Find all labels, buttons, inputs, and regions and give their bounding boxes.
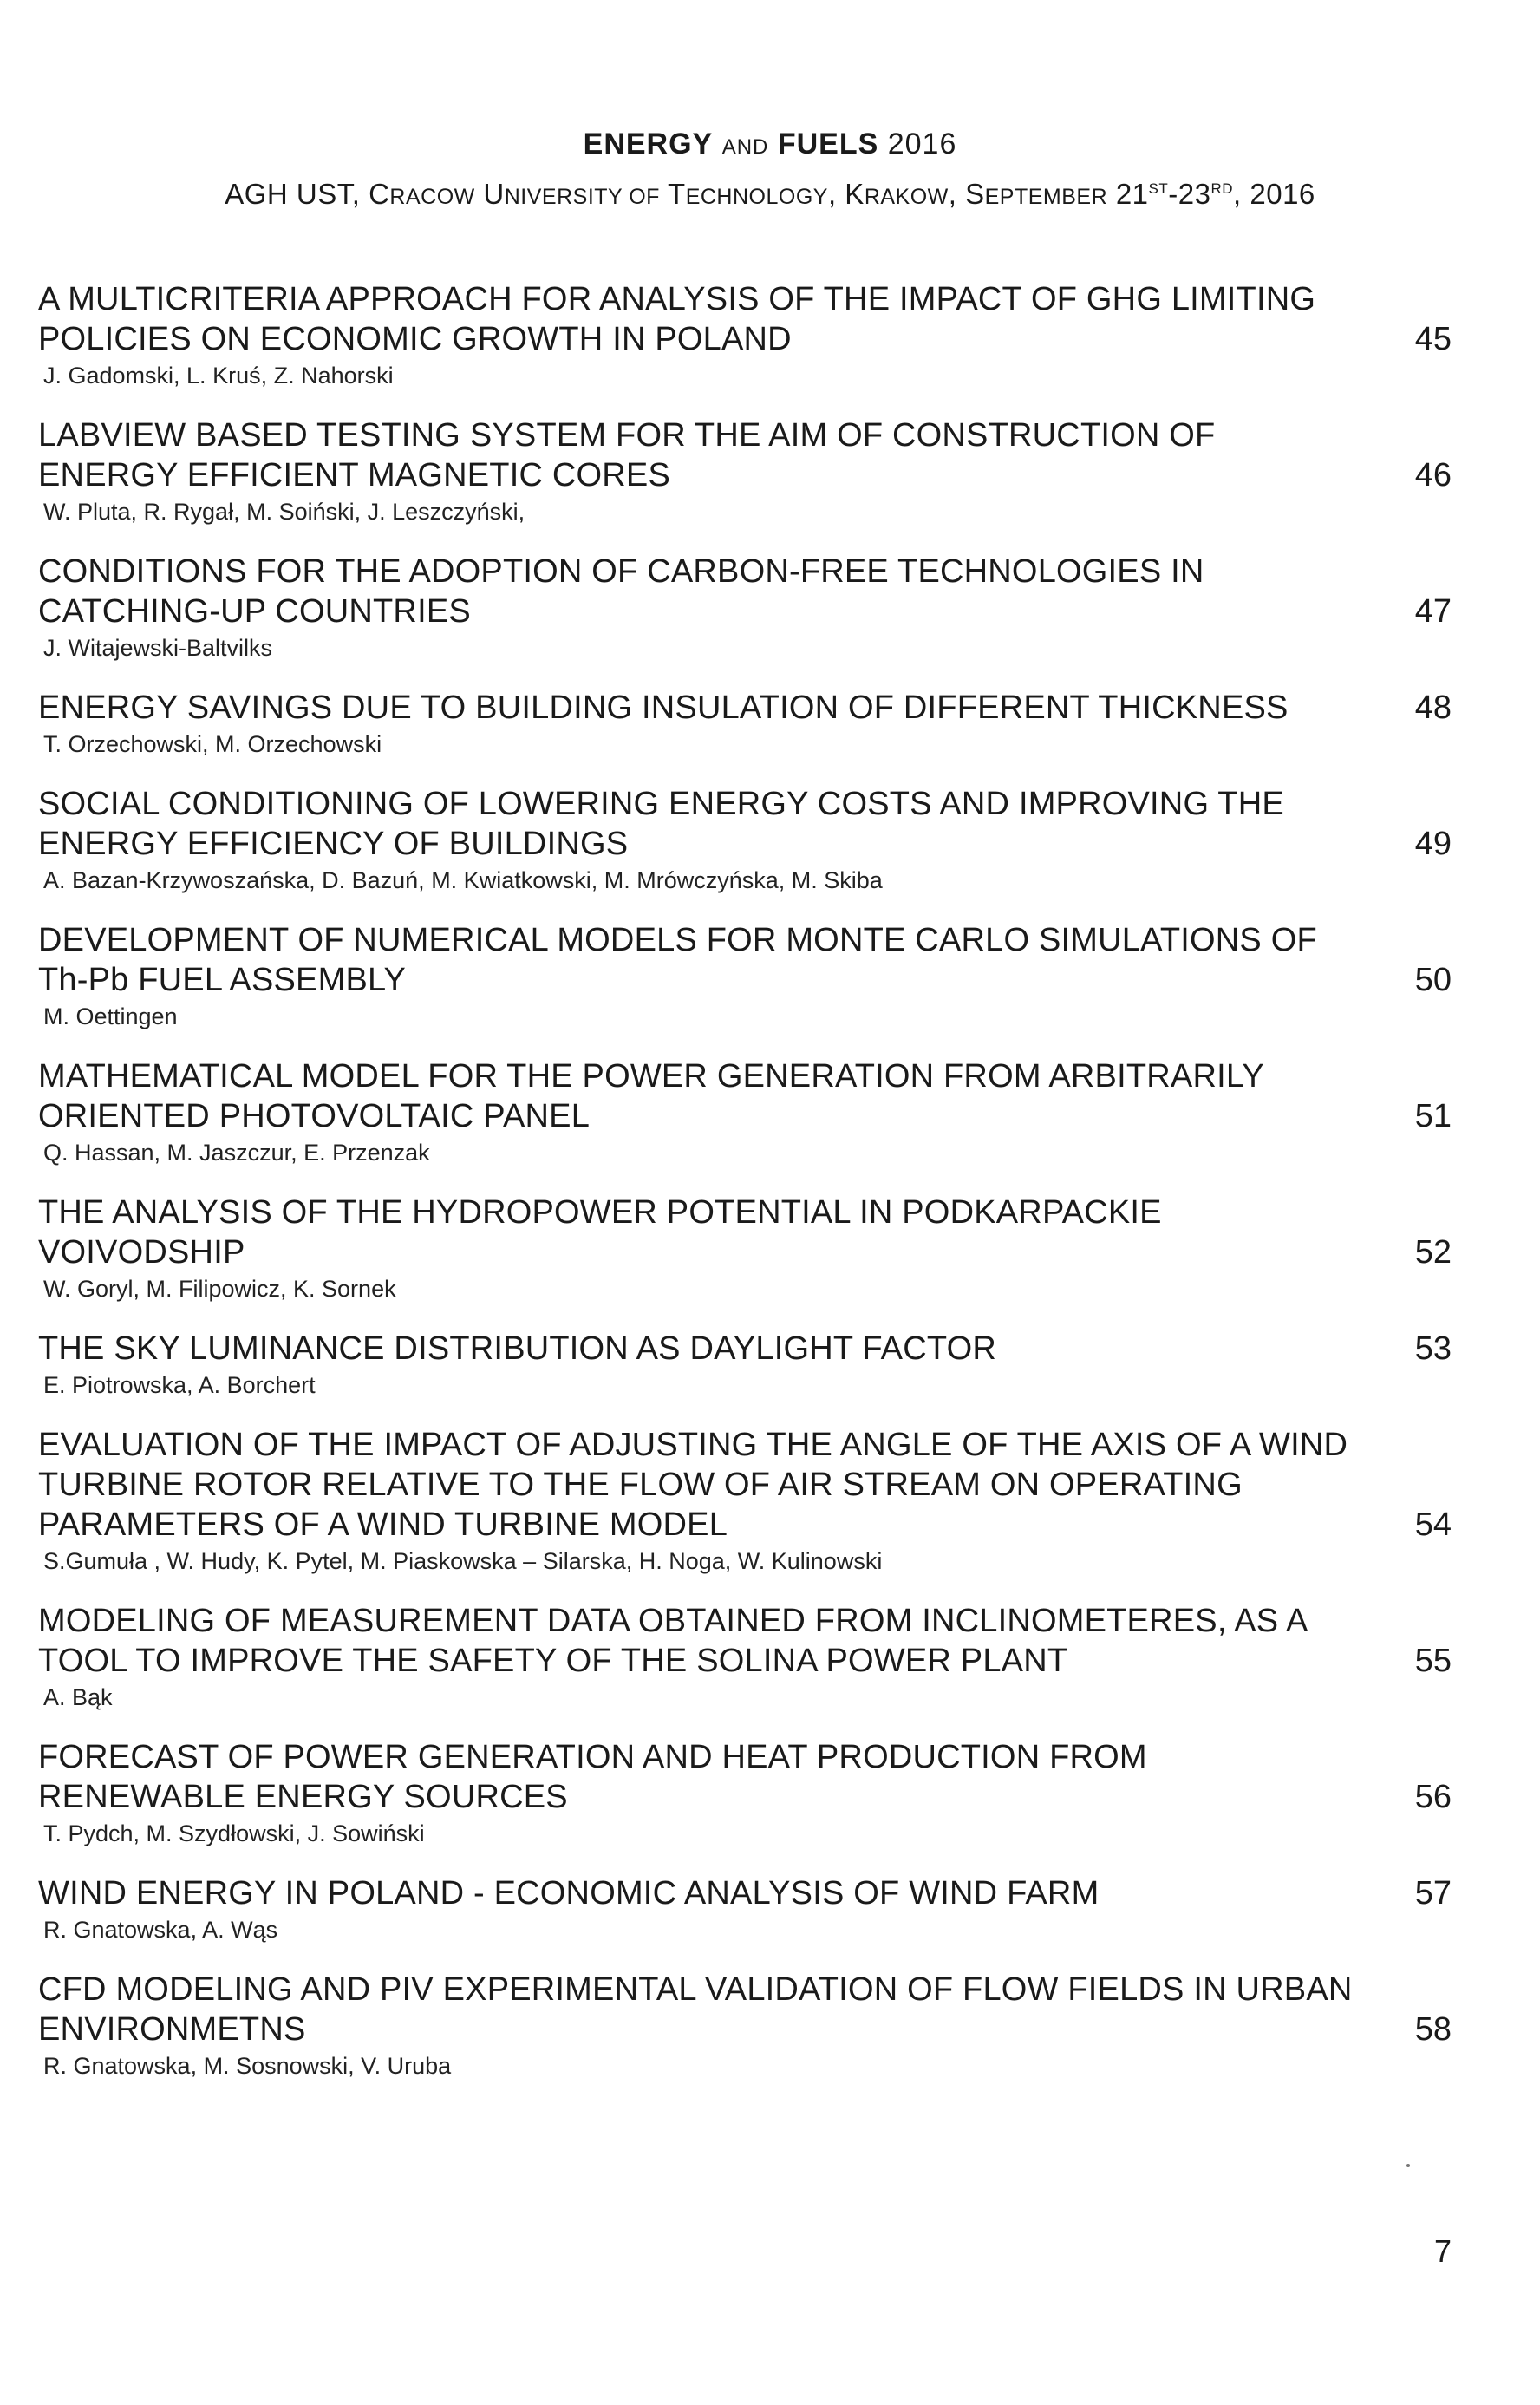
toc-entry-main [38, 1193, 1452, 1272]
toc-entry-main [38, 784, 1452, 864]
toc-entry [38, 279, 1452, 392]
page-number: 7 [1433, 2233, 1452, 2269]
toc-entry-authors: A. Bąk [43, 1684, 113, 1710]
subtitle-t: T [659, 178, 686, 210]
page-header [0, 127, 1540, 214]
subtitle-rakow: RAKOW [864, 185, 949, 209]
toc-entry-title: FORECAST OF POWER GENERATION AND HEAT PRODUCTION FROM RENEWABLE ENERGY SOURCES [38, 1739, 1147, 1815]
scan-speck [1406, 2164, 1410, 2167]
toc-entry-main [38, 1737, 1452, 1817]
toc-entry [38, 1425, 1452, 1578]
toc-entry-title: MODELING OF MEASUREMENT DATA OBTAINED FROM INCLINOMETERES, AS A TOOL TO IMPROVE THE SAFETY OF THE SOLINA POWER PLANT [38, 1603, 1307, 1679]
toc-entry-title: ENERGY SAVINGS DUE TO BUILDING INSULATION OF DIFFERENT THICKNESS [38, 689, 1289, 726]
toc-entry-page: 45 [1414, 321, 1452, 357]
toc-entry-main [38, 1873, 1452, 1913]
toc-entry-title: SOCIAL CONDITIONING OF LOWERING ENERGY COSTS AND IMPROVING THE ENERGY EFFICIENCY OF BUILDINGS [38, 786, 1284, 862]
toc-entry-authors: W. Pluta, R. Rygał, M. Soiński, J. Leszczyński, [43, 499, 525, 525]
subtitle-c: C [369, 178, 390, 210]
toc-entry-main [38, 1601, 1452, 1681]
toc-entry-page: 54 [1414, 1506, 1452, 1543]
toc-entry-main [38, 279, 1452, 359]
toc-entry [38, 552, 1452, 664]
subtitle-racow: RACOW [389, 185, 475, 209]
conference-title-energy: ENERGY [583, 127, 714, 160]
toc-entry-authors: J. Witajewski-Baltvilks [43, 635, 273, 661]
subtitle-year: , 2016 [1233, 178, 1315, 210]
toc-entry-main [38, 1970, 1452, 2049]
toc-entry-authors: E. Piotrowska, A. Borchert [43, 1372, 316, 1398]
toc-entry-page: 55 [1414, 1643, 1452, 1679]
toc-entry-page: 52 [1414, 1234, 1452, 1271]
toc-entry-authors: R. Gnatowska, M. Sosnowski, V. Uruba [43, 2053, 452, 2079]
toc-entry-page: 58 [1414, 2011, 1452, 2048]
conference-title [0, 127, 1540, 165]
toc-entry-page: 46 [1414, 457, 1452, 493]
subtitle-prefix: AGH UST, [225, 178, 369, 210]
toc-entry-main [38, 920, 1452, 1000]
subtitle-of: OF [622, 185, 660, 209]
toc-entry-title: MATHEMATICAL MODEL FOR THE POWER GENERATION FROM ARBITRARILY ORIENTED PHOTOVOLTAIC PANEL [38, 1058, 1264, 1134]
toc-entry [38, 1329, 1452, 1402]
toc-entry [38, 415, 1452, 528]
toc-entry-main [38, 415, 1452, 495]
toc-entry-authors: M. Oettingen [43, 1003, 178, 1029]
toc-entry-page: 51 [1414, 1098, 1452, 1134]
toc-entry-authors: A. Bazan-Krzywoszańska, D. Bazuń, M. Kwiatkowski, M. Mrówczyńska, M. Skiba [43, 867, 883, 893]
toc-entry-main [38, 1056, 1452, 1136]
conference-title-year: 2016 [887, 127, 957, 160]
toc-entry-authors: J. Gadomski, L. Kruś, Z. Nahorski [43, 363, 394, 389]
toc-entry [38, 920, 1452, 1033]
conference-subtitle [0, 177, 1540, 214]
toc-entry-authors: T. Orzechowski, M. Orzechowski [43, 731, 382, 757]
toc-entry [38, 688, 1452, 761]
subtitle-eptember: EPTEMBER [984, 185, 1108, 209]
toc-entry-title: A MULTICRITERIA APPROACH FOR ANALYSIS OF THE IMPACT OF GHG LIMITING POLICIES ON ECONOMIC GROWTH IN POLAND [38, 281, 1316, 357]
toc-entry-authors: T. Pydch, M. Szydłowski, J. Sowiński [43, 1820, 425, 1846]
toc-entry-page: 50 [1414, 962, 1452, 998]
toc-entry-main [38, 1425, 1452, 1545]
toc-entry-title: THE SKY LUMINANCE DISTRIBUTION AS DAYLIGHT FACTOR [38, 1330, 996, 1367]
toc-entry-page: 57 [1414, 1875, 1452, 1912]
subtitle-s: , S [948, 178, 985, 210]
toc-entry-title: CONDITIONS FOR THE ADOPTION OF CARBON-FREE TECHNOLOGIES IN CATCHING-UP COUNTRIES [38, 553, 1204, 630]
toc-entry-page: 48 [1414, 689, 1452, 726]
table-of-contents [38, 279, 1452, 2106]
toc-entry [38, 1737, 1452, 1850]
toc-entry [38, 1193, 1452, 1305]
toc-entry-main [38, 552, 1452, 631]
toc-entry-authors: W. Goryl, M. Filipowicz, K. Sornek [43, 1276, 396, 1302]
toc-entry-main [38, 688, 1452, 728]
toc-entry [38, 784, 1452, 897]
toc-entry-page: 47 [1414, 593, 1452, 630]
subtitle-niversity: NIVERSITY [504, 185, 623, 209]
toc-entry-title: EVALUATION OF THE IMPACT OF ADJUSTING THE ANGLE OF THE AXIS OF A WIND TURBINE ROTOR RELATIVE TO THE FLOW OF AIR STREAM ON OPERATING PARAMETERS OF A WIND TURBINE MODEL [38, 1427, 1348, 1543]
toc-entry-authors: S.Gumuła , W. Hudy, K. Pytel, M. Piaskowska – Silarska, H. Noga, W. Kulinowski [43, 1548, 883, 1574]
toc-entry [38, 1601, 1452, 1714]
toc-entry-page: 49 [1414, 826, 1452, 862]
conference-title-fuels: FUELS [777, 127, 879, 160]
subtitle-k: , K [827, 178, 865, 210]
conference-title-and: AND [721, 135, 769, 159]
subtitle-u: U [474, 178, 505, 210]
subtitle-day1: 21 [1107, 178, 1149, 210]
subtitle-echnology: ECHNOLOGY [685, 185, 828, 209]
subtitle-sup-st: ST [1148, 180, 1169, 197]
subtitle-sup-rd: RD [1210, 180, 1234, 197]
toc-entry-authors: Q. Hassan, M. Jaszczur, E. Przenzak [43, 1140, 430, 1166]
toc-entry-authors: R. Gnatowska, A. Wąs [43, 1917, 278, 1943]
toc-entry-title: LABVIEW BASED TESTING SYSTEM FOR THE AIM OF CONSTRUCTION OF ENERGY EFFICIENT MAGNETIC CORES [38, 417, 1216, 493]
toc-entry [38, 1056, 1452, 1169]
toc-entry-title: WIND ENERGY IN POLAND - ECONOMIC ANALYSIS OF WIND FARM [38, 1875, 1100, 1912]
toc-entry [38, 1873, 1452, 1946]
toc-entry-title: THE ANALYSIS OF THE HYDROPOWER POTENTIAL IN PODKARPACKIE VOIVODSHIP [38, 1194, 1162, 1271]
toc-entry-page: 53 [1414, 1330, 1452, 1367]
toc-entry-main [38, 1329, 1452, 1369]
toc-entry-page: 56 [1414, 1779, 1452, 1815]
toc-entry [38, 1970, 1452, 2082]
toc-entry-title: CFD MODELING AND PIV EXPERIMENTAL VALIDATION OF FLOW FIELDS IN URBAN ENVIRONMETNS [38, 1971, 1353, 2048]
toc-entry-title: DEVELOPMENT OF NUMERICAL MODELS FOR MONTE CARLO SIMULATIONS OF Th-Pb FUEL ASSEMBLY [38, 922, 1317, 998]
subtitle-dash: -23 [1168, 178, 1211, 210]
